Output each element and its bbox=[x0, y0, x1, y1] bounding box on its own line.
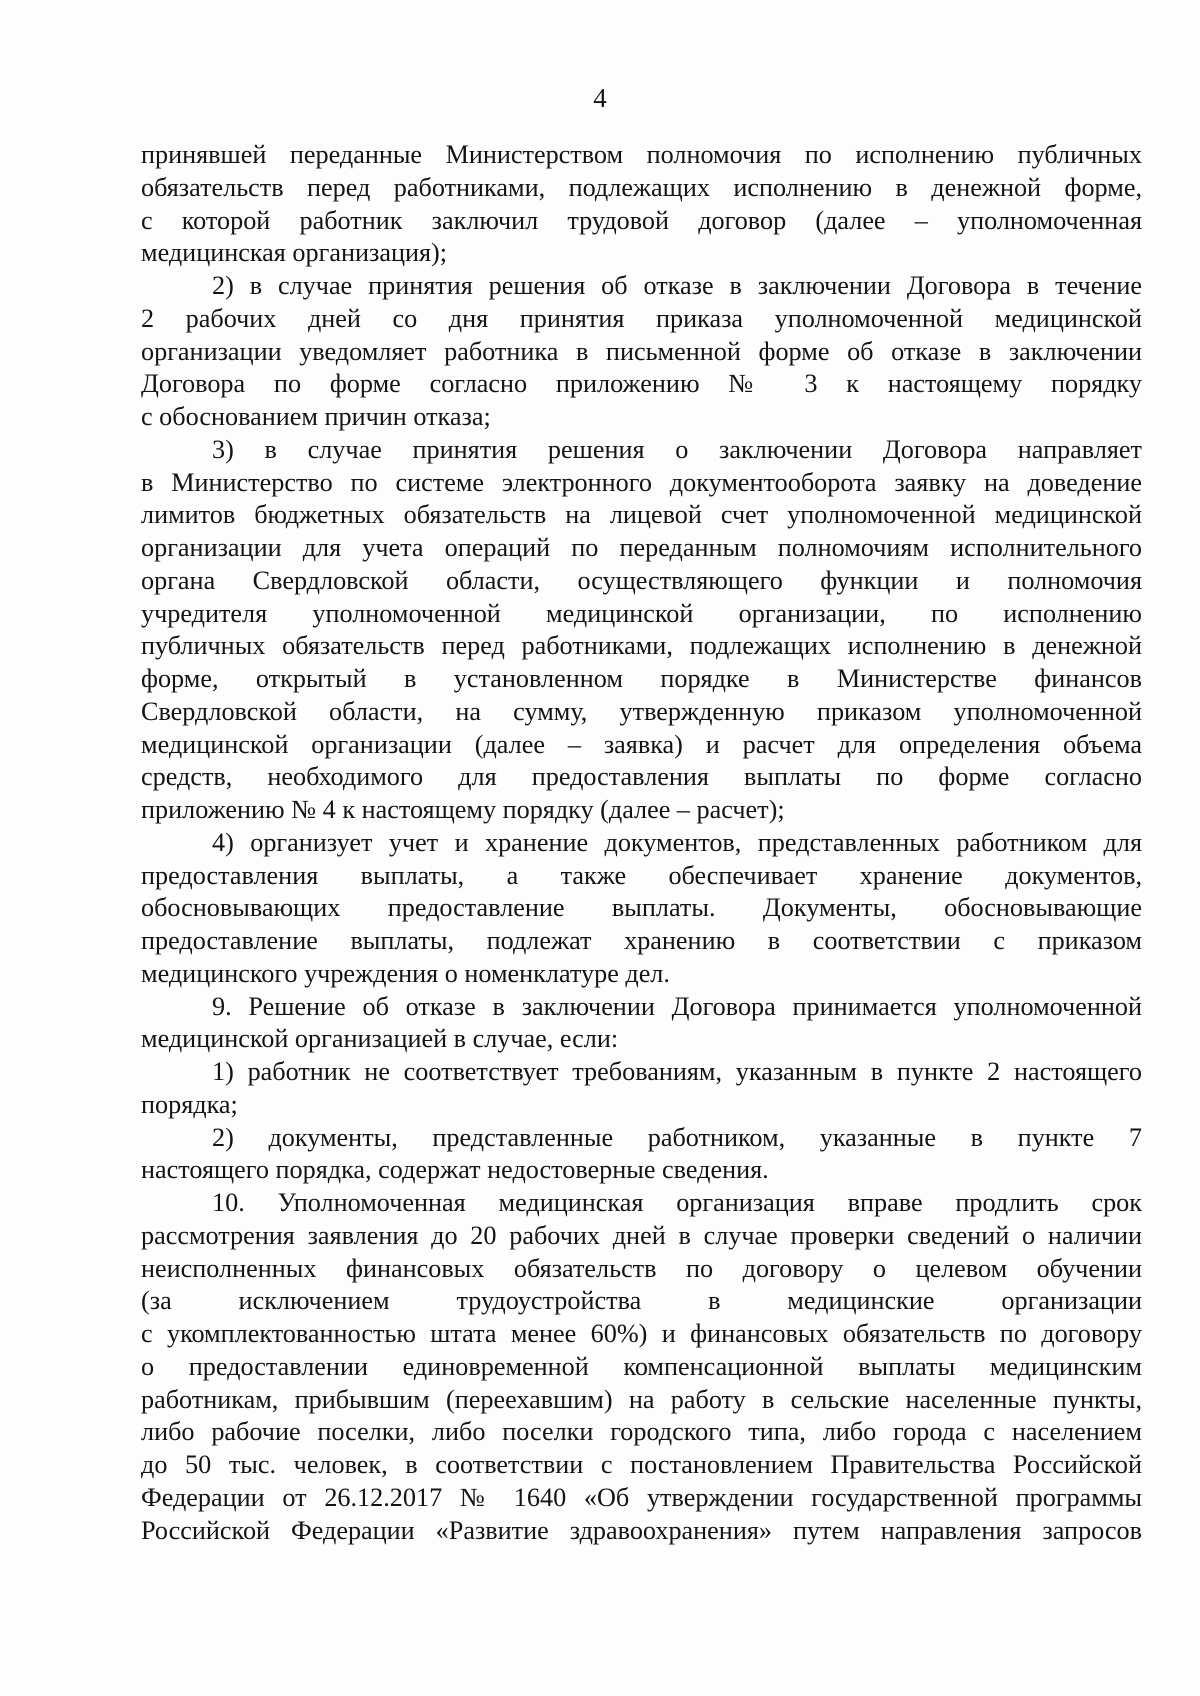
text-line: приложению № 4 к настоящему порядку (далее – расчет); bbox=[141, 795, 785, 824]
text-line: порядка; bbox=[141, 1089, 238, 1119]
text-line: организации для учета операций по переданным полномочиям исполнительного bbox=[141, 533, 1142, 562]
text-line: в Министерство по системе электронного документооборота заявку на доведение bbox=[141, 467, 1142, 497]
text-line: предоставления выплаты, а также обеспечивает хранение документов, bbox=[141, 860, 1142, 890]
text-line: организации уведомляет работника в письменной форме об отказе в заключении bbox=[141, 336, 1142, 366]
text-line: с обоснованием причин отказа; bbox=[141, 402, 491, 431]
text-line: публичных обязательств перед работниками, подлежащих исполнению в денежной bbox=[141, 631, 1142, 661]
text-line: до 50 тыс. человек, в соответствии с постановлением Правительства Российской bbox=[141, 1450, 1142, 1479]
text-line: медицинской организацией в случае, если: bbox=[141, 1024, 619, 1054]
text-line: 4) организует учет и хранение документов, представленных работником для bbox=[212, 827, 1142, 857]
text-line: лимитов бюджетных обязательств на лицевой счет уполномоченной медицинской bbox=[141, 500, 1142, 530]
text-line: медицинской организации (далее – заявка) и расчет для определения объема bbox=[141, 729, 1142, 759]
text-line: работникам, прибывшим (переехавшим) на работу в сельские населенные пункты, bbox=[141, 1384, 1142, 1414]
text-line: 9. Решение об отказе в заключении Договора принимается уполномоченной bbox=[212, 991, 1142, 1021]
text-line: Российской Федерации «Развитие здравоохранения» путем направления запросов bbox=[141, 1515, 1142, 1545]
text-line: (за исключением трудоустройства в медицинские организации bbox=[141, 1286, 1142, 1316]
text-line: принявшей переданные Министерством полномочия по исполнению публичных bbox=[141, 140, 1142, 169]
text-line: 3) в случае принятия решения о заключении Договора направляет bbox=[212, 434, 1142, 464]
text-line: с укомплектованностью штата менее 60%) и финансовых обязательств по договору bbox=[141, 1319, 1142, 1348]
text-line: Свердловской области, на сумму, утвержденную приказом уполномоченной bbox=[141, 696, 1142, 726]
text-line: рассмотрения заявления до 20 рабочих дней в случае проверки сведений о наличии bbox=[141, 1220, 1142, 1250]
text-line: о предоставлении единовременной компенсационной выплаты медицинским bbox=[141, 1351, 1142, 1381]
text-line: 2 рабочих дней со дня принятия приказа уполномоченной медицинской bbox=[141, 303, 1142, 333]
page-number: 4 bbox=[593, 83, 607, 113]
text-line: Договора по форме согласно приложению № 3 к настоящему порядку bbox=[141, 369, 1142, 399]
text-line: учредителя уполномоченной медицинской организации, по исполнению bbox=[141, 598, 1142, 628]
text-line: органа Свердловской области, осуществляющего функции и полномочия bbox=[141, 565, 1142, 595]
text-line: обязательств перед работниками, подлежащих исполнению в денежной форме, bbox=[141, 172, 1142, 202]
text-line: неисполненных финансовых обязательств по договору о целевом обучении bbox=[141, 1253, 1142, 1283]
text-line: Федерации от 26.12.2017 № 1640 «Об утверждении государственной программы bbox=[141, 1482, 1142, 1512]
text-line: настоящего порядка, содержат недостоверные сведения. bbox=[141, 1155, 769, 1185]
text-line: обосновывающих предоставление выплаты. Документы, обосновывающие bbox=[141, 893, 1142, 923]
text-line: 10. Уполномоченная медицинская организация вправе продлить срок bbox=[212, 1188, 1142, 1217]
text-line: медицинская организация); bbox=[141, 238, 448, 268]
text-line: 2) в случае принятия решения об отказе в заключении Договора в течение bbox=[212, 271, 1142, 300]
text-line: 2) документы, представленные работником, указанные в пункте 7 bbox=[212, 1122, 1142, 1152]
text-line: медицинского учреждения о номенклатуре дел. bbox=[141, 958, 670, 988]
text-line: средств, необходимого для предоставления выплаты по форме согласно bbox=[141, 762, 1142, 792]
text-line: форме, открытый в установленном порядке в Министерстве финансов bbox=[141, 664, 1142, 693]
document-body bbox=[141, 0, 1142, 1696]
text-line: либо рабочие поселки, либо поселки городского типа, либо города с населением bbox=[141, 1417, 1142, 1447]
text-line: 1) работник не соответствует требованиям, указанным в пункте 2 настоящего bbox=[212, 1057, 1142, 1086]
text-line: предоставление выплаты, подлежат хранению в соответствии с приказом bbox=[141, 926, 1142, 955]
text-line: с которой работник заключил трудовой договор (далее – уполномоченная bbox=[141, 205, 1142, 235]
